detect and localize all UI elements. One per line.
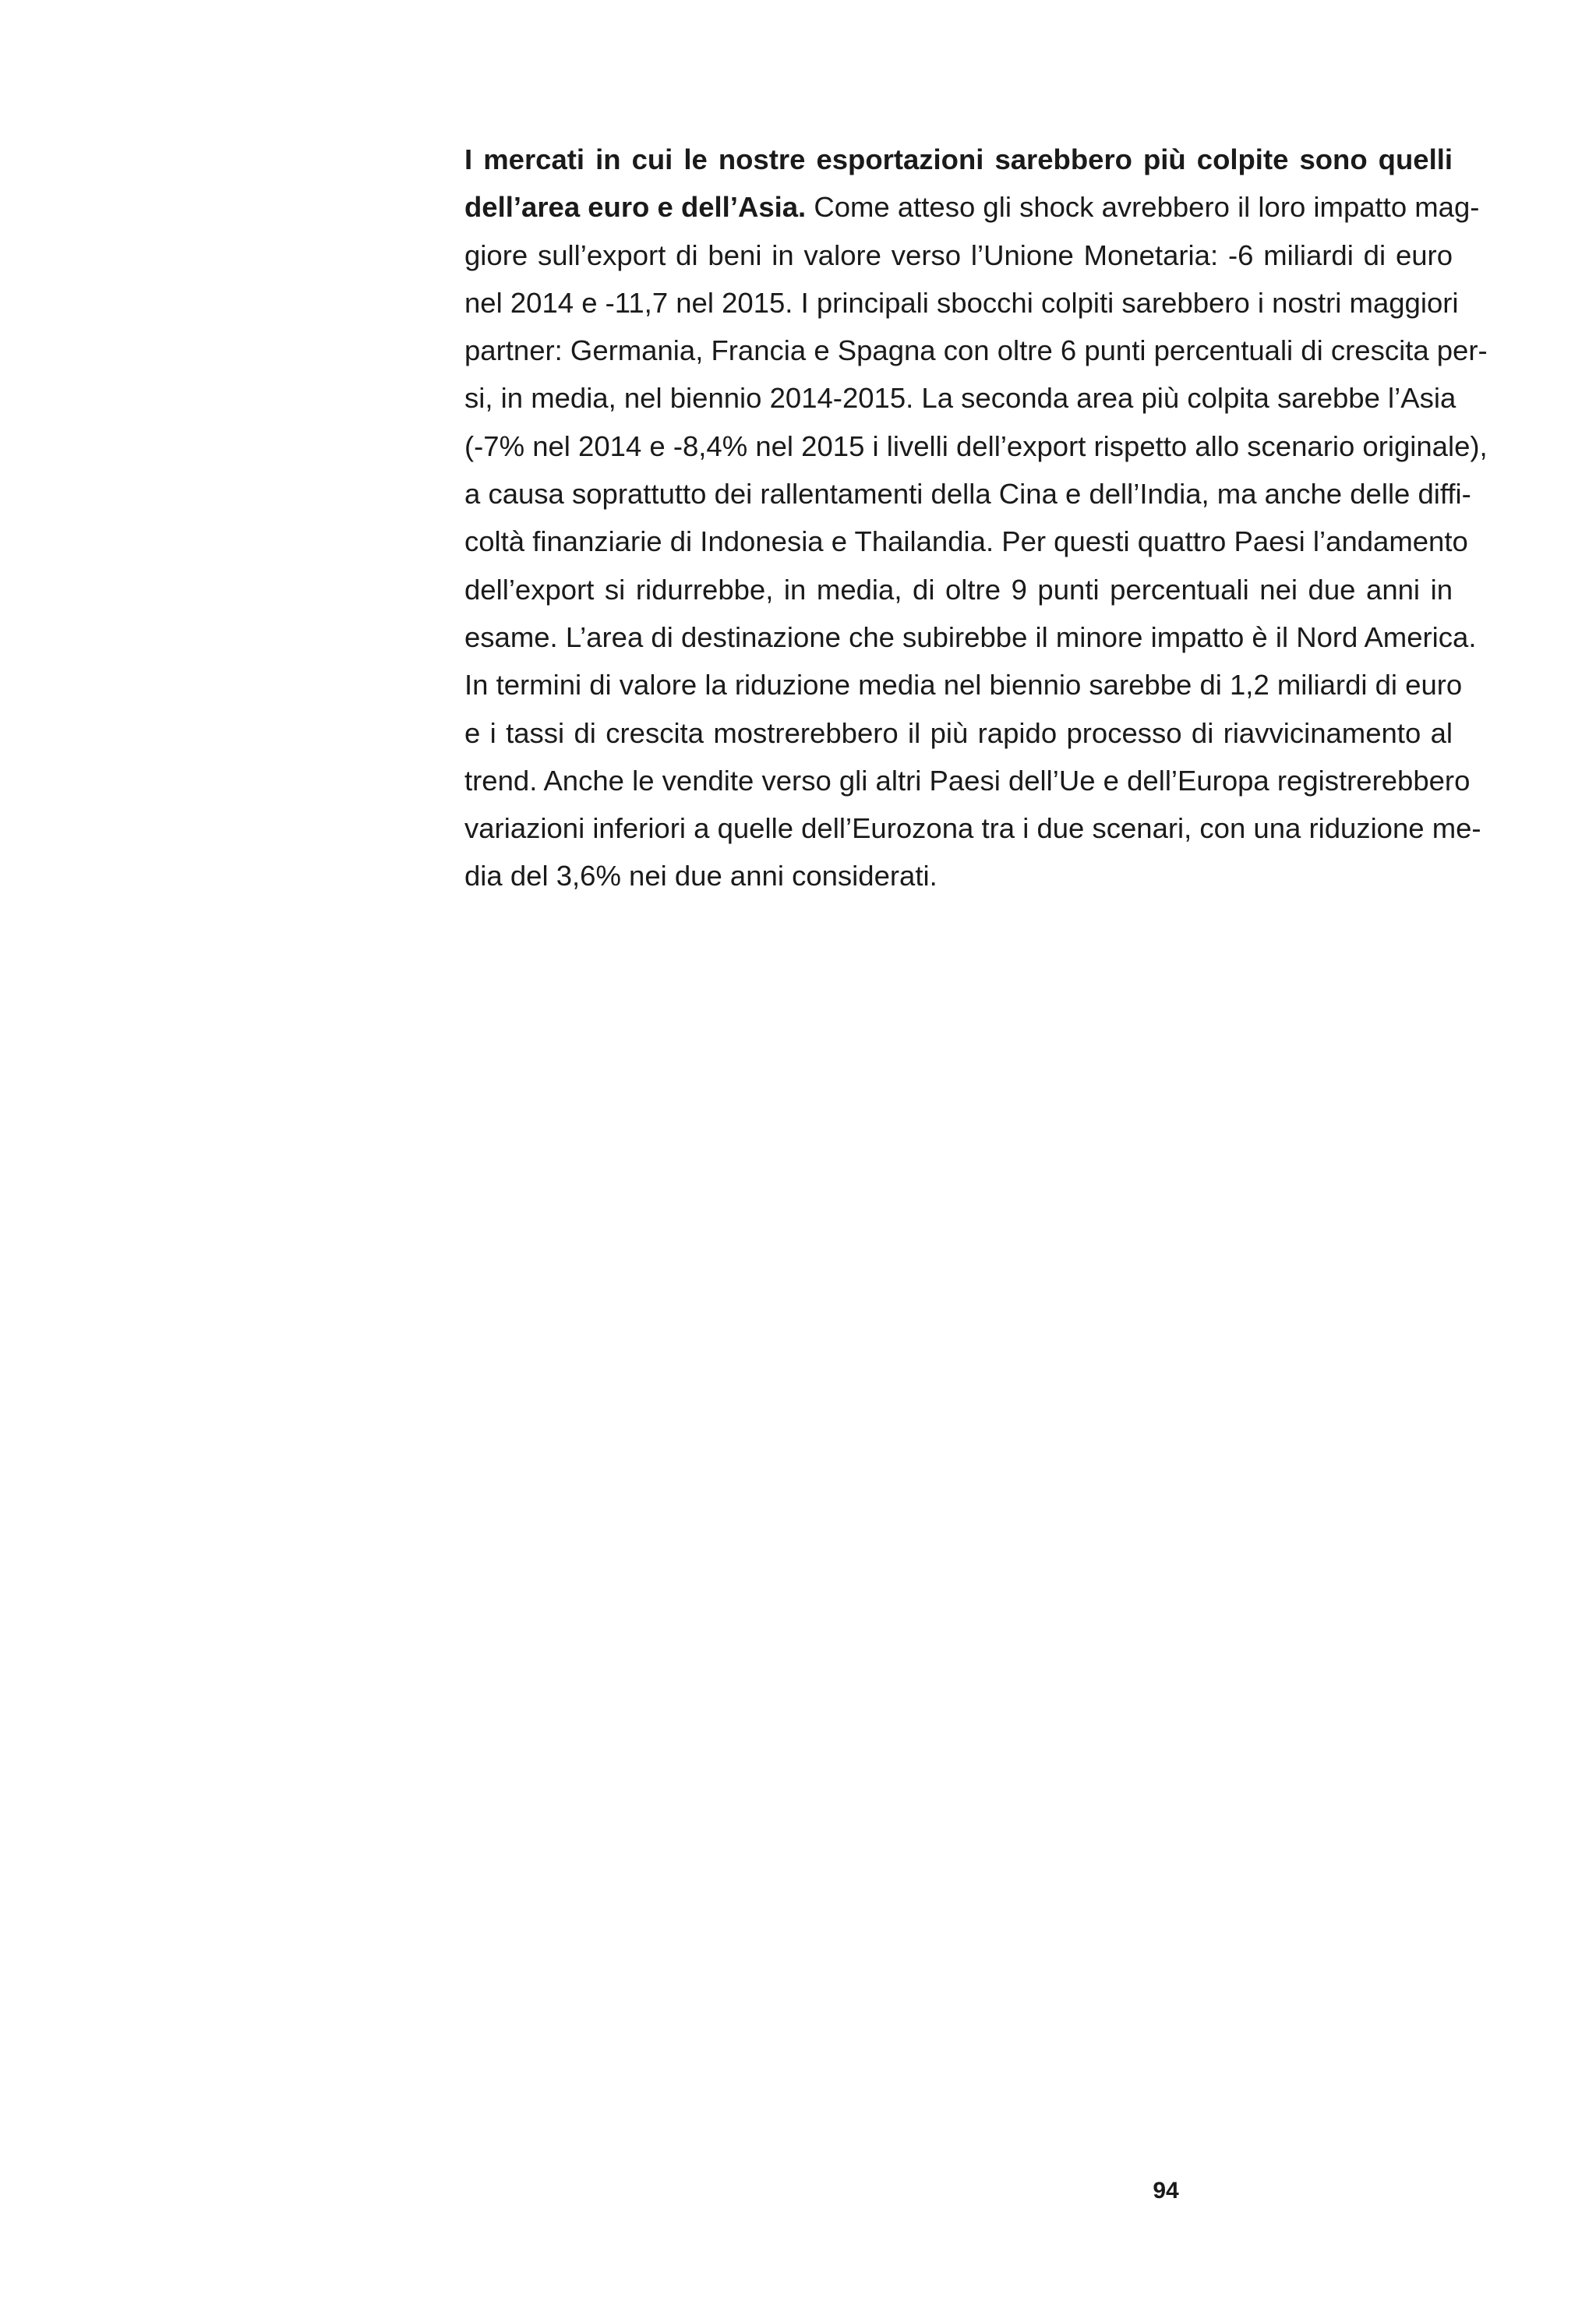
paragraph-line: partner: Germania, Francia e Spagna con oltre 6 punti percentuali di crescita per-: [464, 334, 1488, 367]
paragraph-line: a causa soprattutto dei rallentamenti della Cina e dell’India, ma anche delle diffi-: [464, 478, 1471, 511]
paragraph-line: coltà finanziarie di Indonesia e Thailandia. Per questi quattro Paesi l’andamento: [464, 525, 1468, 558]
paragraph-line: dia del 3,6% nei due anni considerati.: [464, 860, 937, 892]
bold-intro-end: dell’area euro e dell’Asia.: [464, 191, 807, 224]
page-number: 94: [1153, 2178, 1179, 2204]
paragraph-line: esame. L’area di destinazione che subirebbe il minore impatto è il Nord America.: [464, 620, 1477, 653]
paragraph-line: si, in media, nel biennio 2014-2015. La seconda area più colpita sarebbe l’Asia: [464, 382, 1457, 415]
paragraph-line: trend. Anche le vendite verso gli altri Paesi dell’Ue e dell’Europa registrerebbero: [464, 764, 1471, 797]
paragraph-line-continuation: Come atteso gli shock avrebbero il loro impatto mag-: [806, 191, 1480, 224]
paragraph-line: [464, 183, 1480, 231]
paragraph-line: variazioni inferiori a quelle dell’Eurozona tra i due scenari, con una riduzione me-: [464, 812, 1481, 845]
body-paragraph: [464, 136, 1488, 900]
paragraph-line: giore sull’export di beni in valore verso l’Unione Monetaria: -6 miliardi di euro: [464, 239, 1453, 271]
paragraph-line: e i tassi di crescita mostrerebbero il più rapido processo di riavvicinamento al: [464, 716, 1453, 749]
paragraph-line: I mercati in cui le nostre esportazioni sarebbero più colpite sono quelli: [464, 143, 1453, 175]
paragraph-line: (-7% nel 2014 e -8,4% nel 2015 i livelli dell’export rispetto allo scenario originale),: [464, 429, 1488, 462]
paragraph-line: dell’export si ridurrebbe, in media, di oltre 9 punti percentuali nei due anni in: [464, 573, 1453, 606]
paragraph-line: nel 2014 e -11,7 nel 2015. I principali sbocchi colpiti sarebbero i nostri maggiori: [464, 286, 1459, 319]
paragraph-line: In termini di valore la riduzione media nel biennio sarebbe di 1,2 miliardi di euro: [464, 669, 1463, 702]
